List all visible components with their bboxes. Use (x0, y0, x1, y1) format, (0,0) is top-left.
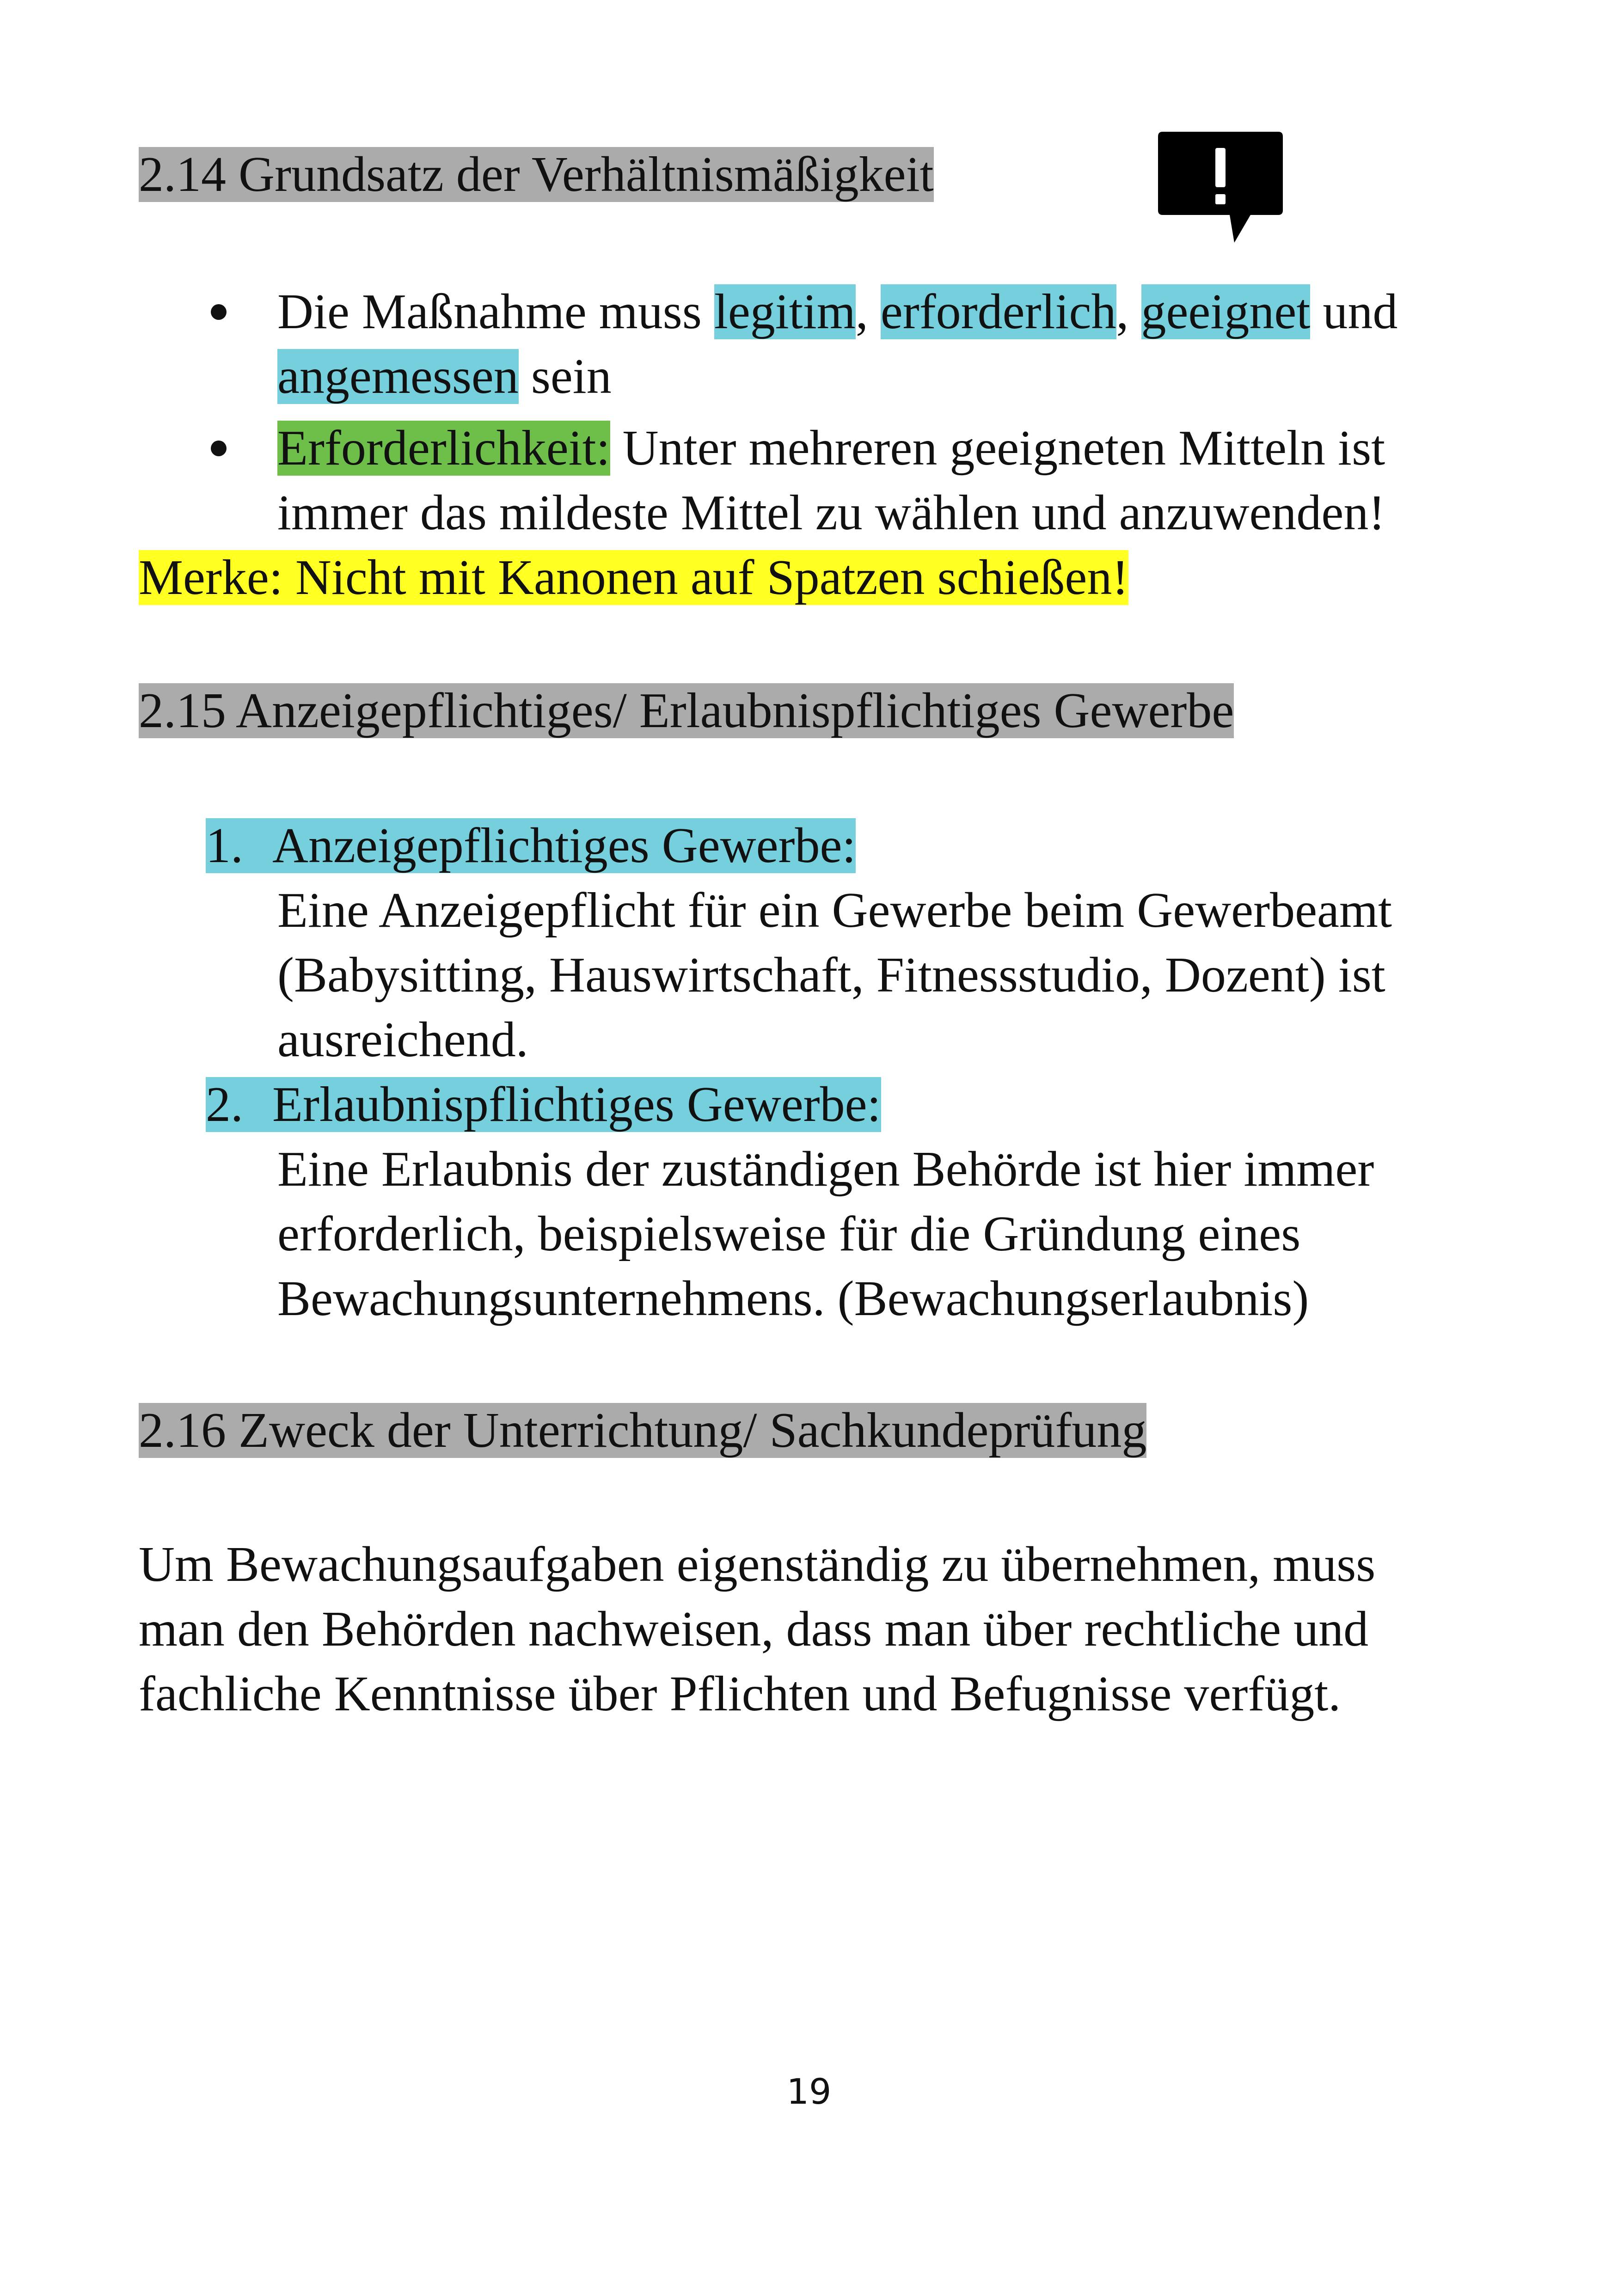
list-item-text: (Babysitting, Hauswirtschaft, Fitnessstudio, Dozent) ist (277, 948, 1385, 1003)
speech-bubble-exclamation-icon (1158, 132, 1283, 247)
list-item-text: Bewachungsunternehmens. (Bewachungserlaubnis) (277, 1271, 1309, 1326)
list-number: 2. (206, 1077, 243, 1132)
bullet-marker (211, 304, 227, 320)
bullet-item-continuation (277, 481, 1385, 545)
list-item-text: Eine Erlaubnis der zuständigen Behörde ist hier immer (277, 1142, 1374, 1197)
bullet-text: Unter mehreren geeigneten Mitteln ist (610, 421, 1385, 476)
separator: , (855, 284, 881, 339)
section-heading-2-16 (139, 1398, 1146, 1463)
page-number: 19 (786, 2071, 832, 2112)
bullet-text: immer das mildeste Mittel zu wählen und anzuwenden! (277, 485, 1385, 540)
list-item-anzeigepflichtig (206, 814, 856, 878)
heading-text: 2.15 Anzeigepflichtiges/ Erlaubnispflichtiges Gewerbe (139, 683, 1234, 738)
list-item-text: ausreichend. (277, 1012, 528, 1067)
list-number: 1. (206, 818, 243, 873)
heading-text: 2.14 Grundsatz der Verhältnismäßigkeit (139, 147, 934, 202)
list-item-title: Anzeigepflichtiges Gewerbe: (272, 818, 856, 873)
term-angemessen: angemessen (277, 349, 519, 404)
heading-text: 2.16 Zweck der Unterrichtung/ Sachkundeprüfung (139, 1403, 1147, 1458)
list-item-title: Erlaubnispflichtiges Gewerbe: (272, 1077, 881, 1132)
paragraph-line: fachliche Kenntnisse über Pflichten und Befugnisse verfügt. (139, 1666, 1341, 1721)
term-legitim: legitim (714, 284, 856, 339)
section-heading-2-14 (139, 142, 934, 207)
list-item-text: erforderlich, beispielsweise für die Gründung eines (277, 1206, 1301, 1261)
bullet-item-continuation (277, 344, 612, 409)
bullet-text: sein (518, 349, 612, 404)
list-item-text: Eine Anzeigepflicht für ein Gewerbe beim Gewerbeamt (277, 883, 1392, 938)
separator: , (1116, 284, 1141, 339)
term-geeignet: geeignet (1141, 284, 1311, 339)
term-erforderlichkeit: Erforderlichkeit: (277, 421, 610, 476)
bullet-item-measure-criteria (277, 280, 1397, 344)
term-erforderlich: erforderlich (880, 284, 1116, 339)
merke-note (139, 545, 1128, 610)
bullet-item-erforderlichkeit (277, 416, 1385, 481)
list-item-erlaubnispflichtig (206, 1072, 881, 1137)
paragraph-line: Um Bewachungsaufgaben eigenständig zu übernehmen, muss (139, 1537, 1376, 1592)
bullet-text: und (1310, 284, 1398, 339)
bullet-text: Die Maßnahme muss (277, 284, 714, 339)
merke-text: Merke: Nicht mit Kanonen auf Spatzen schießen! (139, 550, 1129, 605)
paragraph-line: man den Behörden nachweisen, dass man über rechtliche und (139, 1602, 1369, 1657)
section-heading-2-15 (139, 679, 1234, 743)
bullet-marker (211, 441, 227, 456)
